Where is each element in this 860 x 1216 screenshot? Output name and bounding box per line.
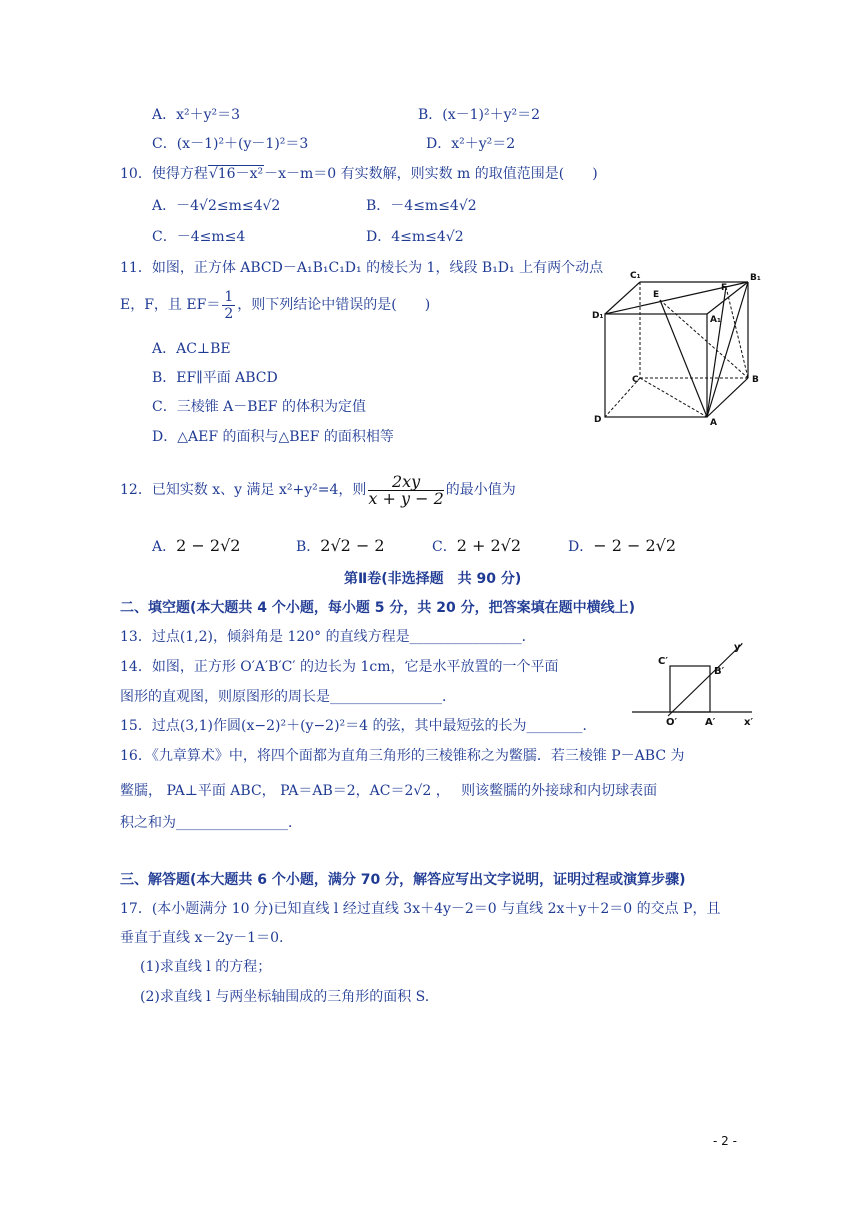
label-a1: A₁	[710, 315, 721, 325]
q12-d-label: D．	[568, 539, 594, 555]
q10-stem-a: 10．使得方程	[120, 166, 208, 182]
q12-frac-den: x + y − 2	[368, 488, 444, 508]
q12-option-c	[432, 537, 521, 556]
label-f: F	[721, 283, 728, 293]
q12-option-a	[152, 537, 240, 556]
q12-c-value: 2 + 2√2	[456, 536, 522, 555]
q12-fraction	[368, 471, 444, 508]
label-e: E	[653, 290, 660, 300]
q11-option-c: C．三棱锥 A－BEF 的体积为定值	[152, 399, 366, 415]
q9-option-b: B．(x－1)²＋y²＝2	[418, 107, 541, 123]
q12-stem-a: 12．已知实数 x、y 满足 x²+y²=4，则	[120, 482, 367, 498]
label-d: D	[594, 415, 602, 425]
q12-b-value: 2√2 − 2	[320, 536, 385, 555]
q11-stem2-a: E，F，且 EF＝	[120, 297, 221, 313]
q10-radicand: 16－x²	[217, 166, 264, 182]
q9-option-c: C．(x－1)²＋(y－1)²＝3	[152, 136, 309, 152]
label-d1: D₁	[592, 311, 604, 321]
q12-b-label: B．	[296, 539, 321, 555]
q11-fraction	[222, 289, 235, 322]
q10-option-a: A．－4√2≤m≤4√2	[152, 198, 281, 214]
part2-title: 第Ⅱ卷(非选择题 共 90 分)	[344, 571, 522, 587]
q14-line2: 图形的直观图，则原图形的周长是________________．	[120, 689, 456, 705]
q10-stem	[120, 165, 598, 183]
q17-sub2: (2)求直线 l 与两坐标轴围成的三角形的面积 S.	[140, 989, 430, 1005]
page-number: - 2 -	[713, 1134, 737, 1148]
q15: 15．过点(3,1)作圆(x−2)²＋(y−2)²＝4 的弦，其中最短弦的长为________．	[120, 718, 597, 734]
label-b1: B₁	[750, 273, 761, 283]
q11-stem2-b: ，则下列结论中错误的是( )	[237, 297, 431, 313]
q17-line2: 垂直于直线 x－2y－1＝0.	[120, 930, 284, 946]
label-c1: C₁	[630, 271, 641, 281]
q11-frac-num: 1	[224, 288, 234, 305]
q16-line1: 16．《九章算术》中，将四个面都为直角三角形的三棱锥称之为鳖臑．若三棱锥 P－ABC 为	[120, 748, 685, 764]
label-o-prime: O′	[666, 717, 678, 726]
label-c: C	[632, 375, 639, 385]
label-c-prime: C′	[658, 656, 668, 667]
q10-option-c: C．－4≤m≤4	[152, 229, 246, 245]
label-x-prime: x′	[744, 717, 754, 726]
q10-option-d: D．4≤m≤4√2	[366, 229, 464, 245]
q12-stem-b: 的最小值为	[445, 482, 516, 498]
q16-line3: 积之和为________________．	[120, 815, 302, 831]
q12-c-label: C．	[432, 539, 457, 555]
q12-a-label: A．	[152, 539, 177, 555]
q12-frac-num: 2xy	[368, 474, 443, 491]
label-y-prime: y′	[734, 642, 744, 653]
label-b-prime: B′	[714, 666, 725, 677]
q11-option-b: B．EF∥平面 ABCD	[152, 370, 278, 386]
q12-option-d	[568, 537, 676, 556]
q14-line1: 14．如图，正方形 O′A′B′C′ 的边长为 1cm，它是水平放置的一个平面	[120, 659, 559, 675]
q17-line1: 17．(本小题满分 10 分)已知直线 l 经过直线 3x＋4y－2＝0 与直线 2x＋y＋2＝0 的交点 P，且	[120, 901, 721, 917]
label-a-prime: A′	[705, 717, 716, 726]
q11-stem-line2	[120, 287, 430, 323]
q9-option-a: A．x²＋y²＝3	[152, 107, 241, 123]
q12-stem	[120, 470, 516, 510]
q11-option-a: A．AC⊥BE	[152, 341, 231, 357]
label-b: B	[752, 375, 759, 385]
q11-stem-line1: 11．如图，正方体 ABCD－A₁B₁C₁D₁ 的棱长为 1，线段 B₁D₁ 上有两个动点	[120, 260, 604, 276]
q12-d-value: − 2 − 2√2	[593, 536, 677, 555]
q10-stem-b: －x－m＝0 有实数解，则实数 m 的取值范围是( )	[264, 166, 598, 182]
q12-option-b	[296, 537, 385, 556]
q16-line2: 鳖臑， PA⊥平面 ABC， PA＝AB＝2，AC＝2√2 ， 则该鳖臑的外接球和内切球表面	[120, 783, 658, 799]
q12-a-value: 2 − 2√2	[176, 536, 241, 555]
section3-title: 三、解答题(本大题共 6 个小题，满分 70 分，解答应写出文字说明，证明过程或演算步骤)	[120, 872, 686, 888]
q11-option-d: D．△AEF 的面积与△BEF 的面积相等	[152, 429, 394, 445]
q11-frac-den: 2	[224, 305, 234, 322]
section2-title: 二、填空题(本大题共 4 个小题，每小题 5 分，共 20 分，把答案填在题中横线上)	[120, 600, 636, 616]
q13: 13．过点(1,2)，倾斜角是 120° 的直线方程是________________．	[120, 629, 536, 645]
q11-cube-figure	[590, 262, 770, 432]
q9-option-d: D．x²＋y²＝2	[426, 136, 516, 152]
q10-option-b: B．－4≤m≤4√2	[366, 198, 477, 214]
q10-radical: √16－x²	[208, 166, 264, 182]
q14-figure	[630, 640, 760, 726]
label-a: A	[710, 418, 717, 428]
q17-sub1: (1)求直线 l 的方程；	[140, 959, 272, 975]
